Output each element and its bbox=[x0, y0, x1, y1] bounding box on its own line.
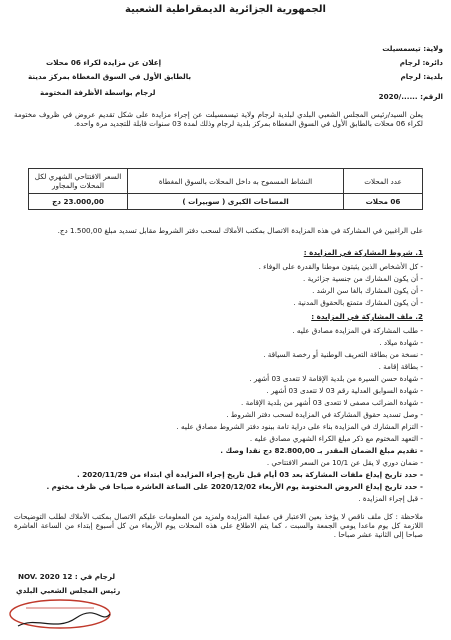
announcement-title-3: لرجام بواسطة الأظرفة المختومة bbox=[40, 88, 156, 97]
table-header-cell: النشاط المسموح به داخل المحلات بالسوق المغطاة bbox=[128, 169, 344, 194]
table-cell: 06 محلات bbox=[344, 194, 423, 210]
dossier-title: 2. ملف المشاركة في المزايدة : bbox=[311, 312, 423, 321]
list-item: - التعهد المختوم مع ذكر مبلغ الكراء الشهري مصادق عليه . bbox=[249, 434, 423, 443]
list-item: - شهادة ميلاد . bbox=[379, 338, 423, 347]
commune-label: بلدية: لرجام bbox=[400, 72, 443, 81]
table-cell: 23.000,00 دج bbox=[29, 194, 128, 210]
table-cell: المساحات الكبرى ( سوبيرات ) bbox=[128, 194, 344, 210]
table-header-cell: السعر الافتتاحي الشهري لكل المحلات والمجاور bbox=[29, 169, 128, 194]
table-header-cell: عدد المحلات bbox=[344, 169, 423, 194]
fee-paragraph: على الراغبين في المشاركة في هذه المزايدة الاتصال بمكتب الأملاك لسحب دفتر الشروط مقابل تسديد مبلغ 1.500,00 دج. bbox=[57, 226, 423, 235]
table-row bbox=[29, 194, 423, 210]
list-item: - شهادة حسن السيرة من بلدية الإقامة لا تتعدى 03 أشهر . bbox=[249, 374, 423, 383]
stamp-signature-icon bbox=[6, 596, 114, 636]
conditions-title: 1. شروط المشاركة في المزايدة : bbox=[303, 248, 423, 257]
shops-table bbox=[28, 168, 423, 210]
list-item: - قبل إجراء المزايدة . bbox=[358, 494, 423, 503]
republic-header: الجمهورية الجزائرية الديمقراطية الشعبية bbox=[125, 4, 326, 15]
list-item: - وصل تسديد حقوق المشاركة في المزايدة لسحب دفتر الشروط . bbox=[226, 410, 423, 419]
list-item: - حدد تاريخ إيداع العروض المختومة يوم الأربعاء 2020/12/02 على الساعة العاشرة صباحا في ظرف مختوم . bbox=[46, 482, 423, 491]
list-item: - التزام المشارك في المزايدة بناء على دراية تامة ببنود دفتر الشروط مصادق عليه . bbox=[176, 422, 423, 431]
announcement-title-2: بالطابق الأول في السوق المغطاة بمركز مدينة bbox=[28, 72, 192, 81]
announcement-title-1: إعلان عن مزايدة لكراء 06 محلات bbox=[46, 58, 162, 67]
list-item: - حدد تاريخ إيداع ملفات المشاركة بعد 03 أيام قبل تاريخ إجراء المزايدة أي ابتداء من 2020/11/29 . bbox=[77, 470, 423, 479]
list-item: - شهادة السوابق العدلية رقم 03 لا تتعدى 03 أشهر . bbox=[266, 386, 423, 395]
intro-paragraph: يعلن السيد/رئيس المجلس الشعبي البلدي لبلدية لرجام ولاية تيسمسيلت عن إجراء مزايدة على شكل تقديم عروض في ظروف مختومة لكراء 06 محلات بالطابق الأول في السوق المغطاة بمركز بلدية لرجام وذلك لمدة 03 سنوات قابلة للتجديد مرة واحدة. bbox=[14, 110, 423, 128]
list-item: - بطاقة إقامة . bbox=[378, 362, 423, 371]
note-paragraph: ملاحظة : كل ملف ناقص لا يؤخذ بعين الاعتبار في عملية المزايدة ولمزيد من المعلومات عليكم الاتصال بمكتب الأملاك لطلب التوضيحات اللازمة كل يوم ماعدا يومي الجمعة والسبت ، كما يتم الاطلاع على هذه المحلات يوم الأربعاء من كل أسبوع إبتداء من الساعة العاشرة صباحا إلى الثانية عشر صباحا . bbox=[14, 512, 423, 539]
list-item: - أن يكون المشارك من جنسية جزائرية . bbox=[302, 274, 423, 283]
list-item: - شهادة الضرائب مصفى لا تتعدى 03 أشهر من بلدية الإقامة . bbox=[241, 398, 423, 407]
footer-signatory: رئيس المجلس الشعبي البلدي bbox=[16, 586, 121, 595]
reference-number: الرقم: ....../2020 bbox=[378, 92, 443, 101]
wilaya-label: ولاية: تيسمسيلت bbox=[382, 44, 443, 53]
list-item: - أن يكون المشارك بالغا سن الرشد . bbox=[312, 286, 423, 295]
list-item: - طلب المشاركة في المزايدة مصادق عليه . bbox=[292, 326, 423, 335]
list-item: - كل الأشخاص الذين يثبتون موطنا والقدرة على الوفاء . bbox=[258, 262, 423, 271]
footer-date: لرجام في : 12 NOV. 2020 bbox=[18, 572, 116, 581]
list-item: - تقديم مبلغ الضمان المقدر بـ 82.800,00 دج نقدا وصك . bbox=[220, 446, 423, 455]
daira-label: دائرة: لرجام bbox=[399, 58, 443, 67]
table-header-row bbox=[29, 169, 423, 194]
list-item: - أن يكون المشارك متمتع بالحقوق المدنية . bbox=[293, 298, 423, 307]
list-item: - نسخة من بطاقة التعريف الوطنية أو رخصة السياقة . bbox=[263, 350, 423, 359]
list-item: - ضمان دوري لا يقل عن 10/1 من السعر الافتتاحي . bbox=[266, 458, 423, 467]
